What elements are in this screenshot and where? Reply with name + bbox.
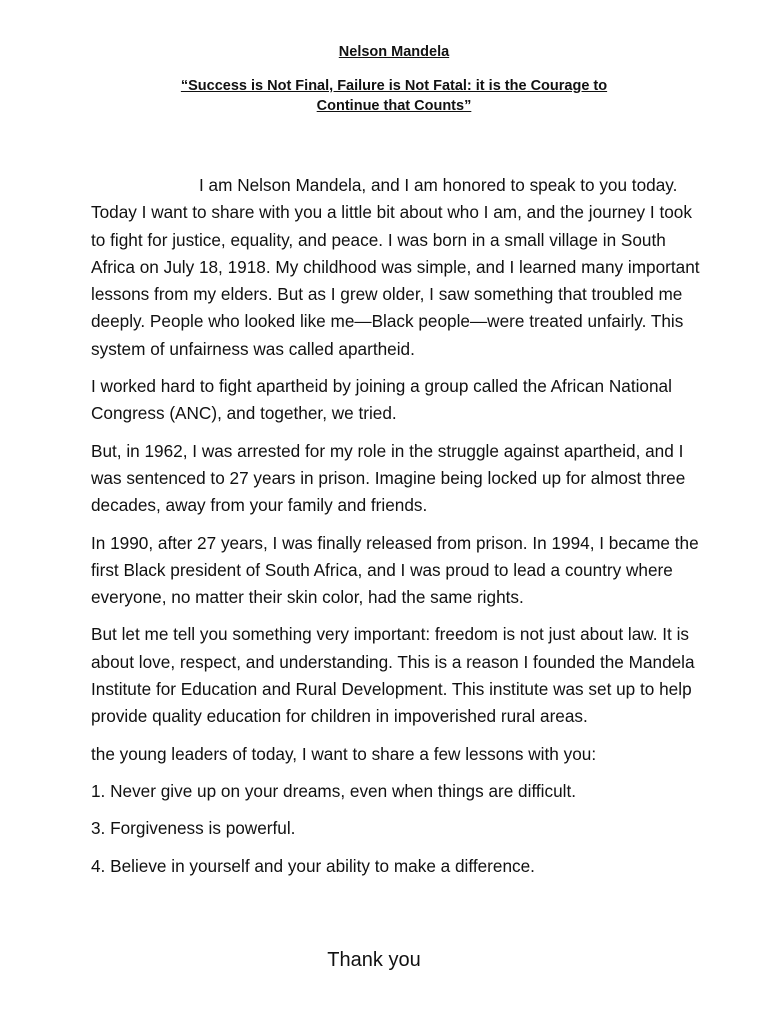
paragraph-arrest: But, in 1962, I was arrested for my role in the struggle against apartheid, and I was sentenced to 27 years in prison. Imagine being locked up for almost three decades, away from your family and friends. [91, 440, 686, 516]
document-title: Nelson Mandela [338, 44, 450, 60]
lesson-item: 4. Believe in yourself and your ability to make a difference. [91, 855, 535, 876]
paragraph-release: In 1990, after 27 years, I was finally released from prison. In 1994, I became the first Black president of South Africa, and I was proud to lead a country where everyone, no matter their skin color, had the same rights. [91, 532, 699, 608]
lesson-item: 3. Forgiveness is powerful. [91, 818, 296, 839]
paragraph-intro: I am Nelson Mandela, and I am honored to speak to you today. Today I want to share with you a little bit about who I am, and the journey I took to fight for justice, equality, and peace. I was born in a small village in South Africa on July 18, 1918. My childhood was simple, and I learned many important lessons from my elders. But as I grew older, I saw something that troubled me deeply. People who looked like me—Black people—were treated unfairly. This system of unfairness was called apartheid. [91, 175, 700, 359]
paragraph-lessons-intro: the young leaders of today, I want to share a few lessons with you: [91, 743, 597, 764]
subtitle-line-2: Continue that Counts” [316, 98, 472, 114]
paragraph-freedom: But let me tell you something very important: freedom is not just about law. It is about love, respect, and understanding. This is a reason I founded the Mandela Institute for Education and Rural Development. This institute was set up to help provide quality education for children in impoverished rural areas. [91, 624, 695, 727]
subtitle-line-1: “Success is Not Final, Failure is Not Fatal: it is the Courage to [180, 78, 608, 94]
lesson-item: 1. Never give up on your dreams, even when things are difficult. [91, 780, 577, 801]
closing-thank-you: Thank you [327, 949, 421, 971]
document-subtitle [0, 76, 768, 116]
speech-body [91, 172, 706, 890]
paragraph-anc: I worked hard to fight apartheid by joining a group called the African National Congress (ANC), and together, we tried. [91, 376, 672, 424]
